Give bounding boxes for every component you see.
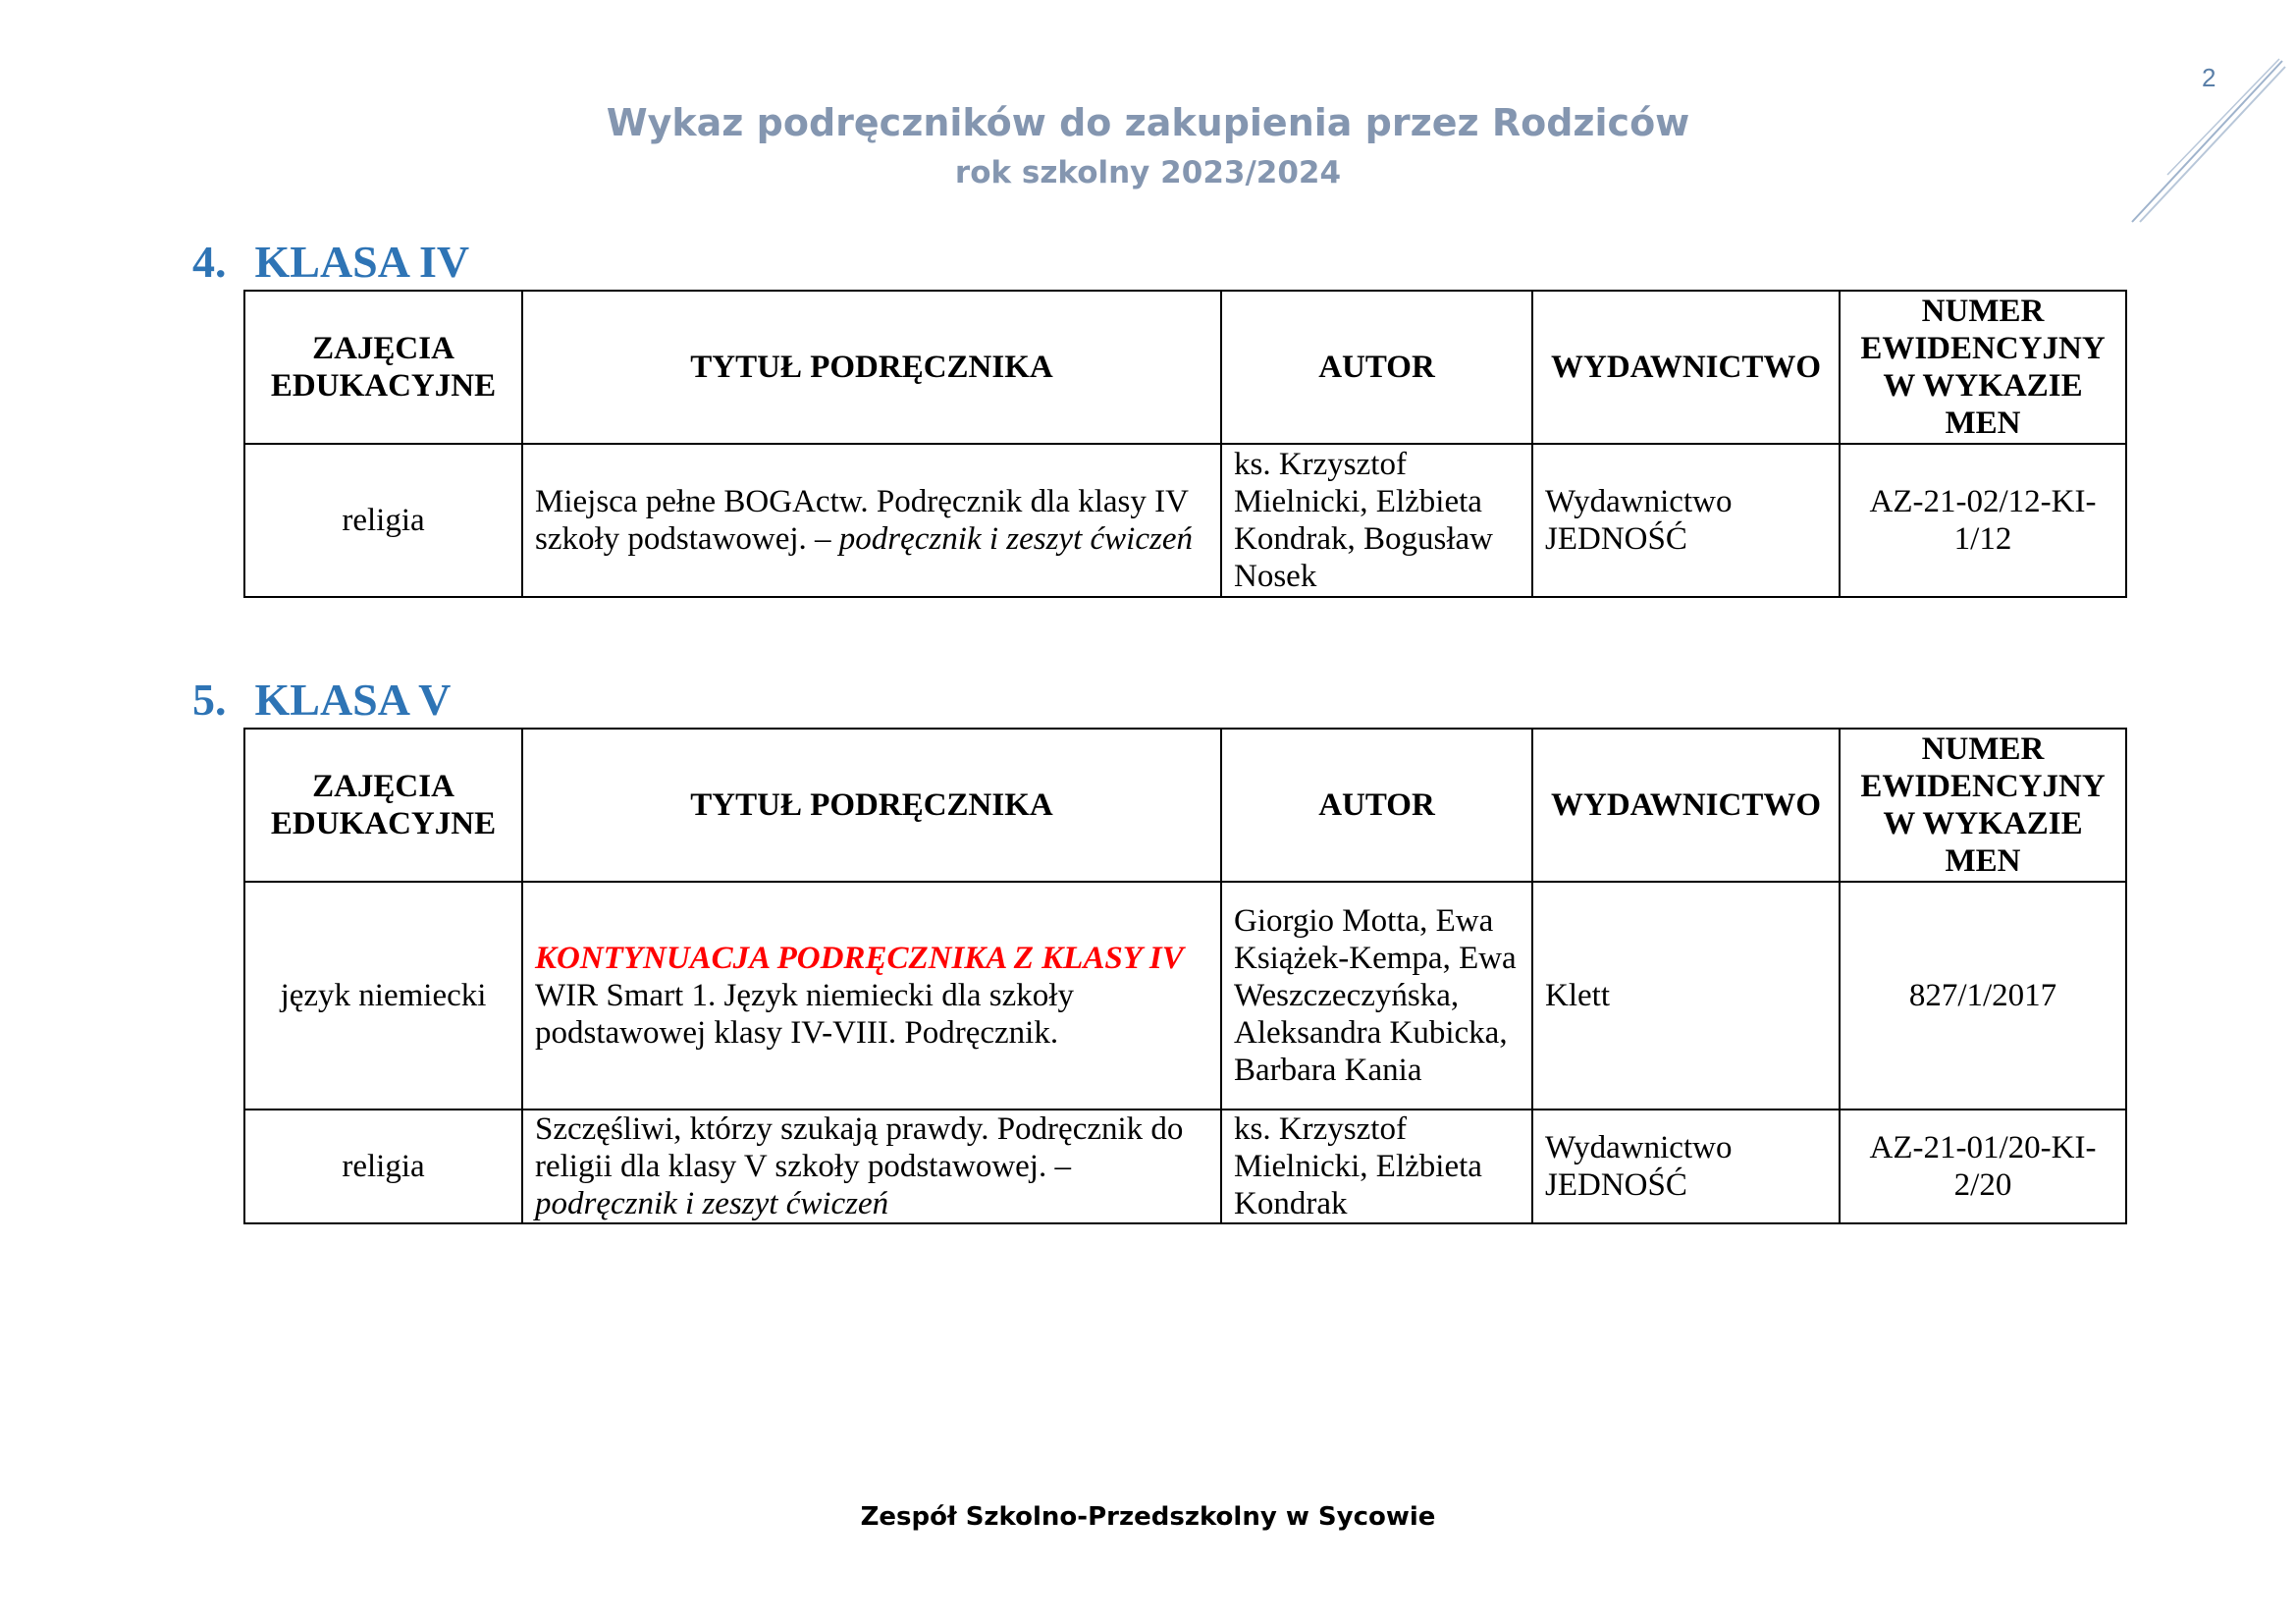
section-title: KLASA V [254, 675, 452, 725]
column-header-author: AUTOR [1221, 291, 1532, 444]
title-text: Szczęśliwi, którzy szukają prawdy. Podręcznik do religii dla klasy V szkoły podstawowej. – [535, 1111, 1184, 1184]
document-subtitle: rok szkolny 2023/2024 [954, 155, 1342, 190]
column-header-title: TYTUŁ PODRĘCZNIKA [522, 729, 1221, 882]
cell-title [522, 444, 1221, 597]
cell-publisher: Wydawnictwo JEDNOŚĆ [1532, 1110, 1840, 1223]
cell-subject: religia [244, 444, 522, 597]
table-header-row [244, 291, 2126, 444]
column-header-subject: ZAJĘCIA EDUKACYJNE [244, 729, 522, 882]
section-heading-klasa-iv [192, 236, 469, 288]
cell-title [522, 882, 1221, 1110]
title-text: Miejsca pełne BOGActw. Podręcznik dla klasy IV szkoły podstawowej. – [535, 484, 1189, 557]
cell-author: ks. Krzysztof Mielnicki, Elżbieta Kondrak, Bogusław Nosek [1221, 444, 1532, 597]
cell-number: 827/1/2017 [1840, 882, 2126, 1110]
document-title: Wykaz podręczników do zakupienia przez Rodziców [606, 101, 1690, 144]
table-row [244, 444, 2126, 597]
books-table-klasa-iv [243, 290, 2127, 598]
cell-publisher: Klett [1532, 882, 1840, 1110]
column-header-number: NUMER EWIDENCYJNY W WYKAZIE MEN [1840, 291, 2126, 444]
table-row [244, 882, 2126, 1110]
cell-author: Giorgio Motta, Ewa Książek-Kempa, Ewa Weszczeczyńska, Aleksandra Kubicka, Barbara Kania [1221, 882, 1532, 1110]
section-number: 4. [192, 237, 227, 287]
column-header-title: TYTUŁ PODRĘCZNIKA [522, 291, 1221, 444]
section-title: KLASA IV [254, 237, 470, 287]
column-header-number: NUMER EWIDENCYJNY W WYKAZIE MEN [1840, 729, 2126, 882]
books-table-klasa-v [243, 728, 2127, 1224]
cell-subject: religia [244, 1110, 522, 1223]
title-text: WIR Smart 1. Język niemiecki dla szkoły podstawowej klasy IV-VIII. Podręcznik. [535, 978, 1074, 1051]
column-header-publisher: WYDAWNICTWO [1532, 729, 1840, 882]
cell-number: AZ-21-01/20-KI-2/20 [1840, 1110, 2126, 1223]
cell-author: ks. Krzysztof Mielnicki, Elżbieta Kondrak [1221, 1110, 1532, 1223]
footer-school-name: Zespół Szkolno-Przedszkolny w Sycowie [860, 1502, 1436, 1532]
cell-subject: język niemiecki [244, 882, 522, 1110]
table-row [244, 1110, 2126, 1223]
continuation-note: KONTYNUACJA PODRĘCZNIKA Z KLASY IV [535, 941, 1184, 976]
cell-publisher: Wydawnictwo JEDNOŚĆ [1532, 444, 1840, 597]
section-number: 5. [192, 675, 227, 725]
section-heading-klasa-v [192, 674, 451, 726]
column-header-author: AUTOR [1221, 729, 1532, 882]
title-italic-text: podręcznik i zeszyt ćwiczeń [838, 521, 1193, 557]
column-header-publisher: WYDAWNICTWO [1532, 291, 1840, 444]
page-number: 2 [2202, 63, 2216, 92]
column-header-subject: ZAJĘCIA EDUKACYJNE [244, 291, 522, 444]
title-italic-text: podręcznik i zeszyt ćwiczeń [535, 1186, 889, 1221]
cell-title [522, 1110, 1221, 1223]
table-header-row [244, 729, 2126, 882]
cell-number: AZ-21-02/12-KI-1/12 [1840, 444, 2126, 597]
